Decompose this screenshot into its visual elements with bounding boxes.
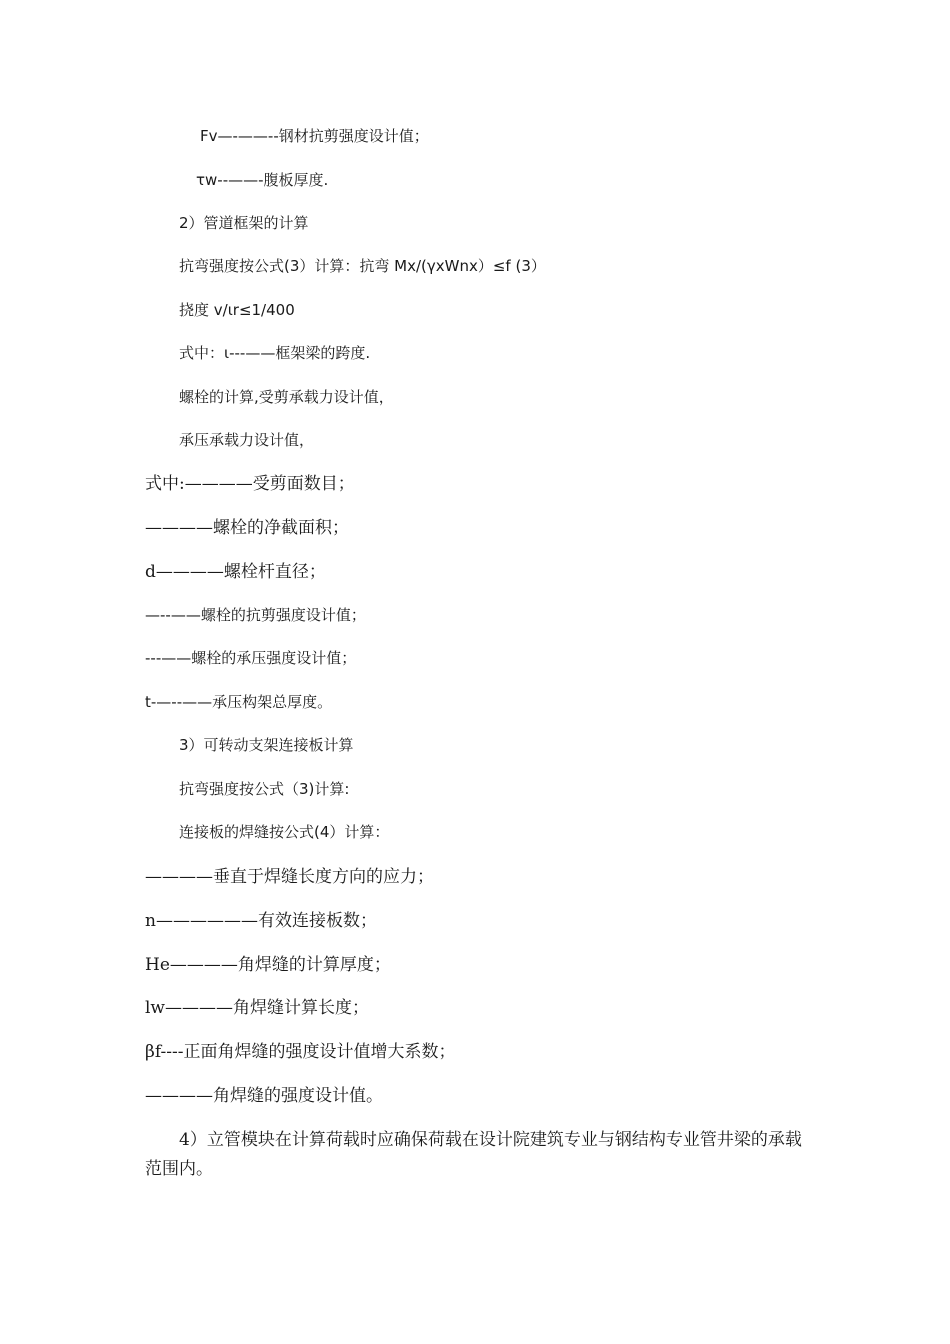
text-line: τw--——-腹板厚度. <box>196 171 329 189</box>
text-line: ————垂直于焊缝长度方向的应力； <box>145 867 434 887</box>
text-line: 式中：ι---——框架梁的跨度. <box>179 344 371 362</box>
text-line: d————螺栓杆直径； <box>145 562 326 582</box>
text-line: t-—--——承压构架总厚度。 <box>145 693 333 711</box>
final-paragraph: 4）立管模块在计算荷载时应确保荷载在设计院建筑专业与钢结构专业管井梁的承载范围内。 <box>145 1130 802 1179</box>
text-line: He————角焊缝的计算厚度； <box>145 955 391 975</box>
text-line: 抗弯强度按公式(3）计算：抗弯 Mx/(γxWnx）≤f (3） <box>179 257 546 275</box>
text-line: lw————角焊缝计算长度； <box>145 998 369 1018</box>
section-heading: 2）管道框架的计算 <box>179 214 309 232</box>
text-line: ---——螺栓的承压强度设计值； <box>145 649 357 667</box>
text-line: βf----正面角焊缝的强度设计值增大系数； <box>145 1042 456 1062</box>
text-line: Fv—-——--钢材抗剪强度设计值； <box>200 127 429 145</box>
section-heading: 3）可转动支架连接板计算 <box>179 736 354 754</box>
text-line: n——————有效连接板数； <box>145 911 377 931</box>
text-line: —--——螺栓的抗剪强度设计值； <box>145 606 366 624</box>
text-line: ————角焊缝的强度设计值。 <box>145 1086 383 1106</box>
text-line: 承压承载力设计值， <box>179 431 315 449</box>
text-line: 连接板的焊缝按公式(4）计算： <box>179 823 390 841</box>
text-line: 螺栓的计算,受剪承载力设计值， <box>179 388 394 406</box>
text-line: 挠度 v/ιr≤1/400 <box>179 301 295 319</box>
text-line: 抗弯强度按公式（3)计算: <box>179 780 350 798</box>
text-line: 式中:————受剪面数目； <box>145 474 355 494</box>
text-line: ————螺栓的净截面积； <box>145 518 349 538</box>
